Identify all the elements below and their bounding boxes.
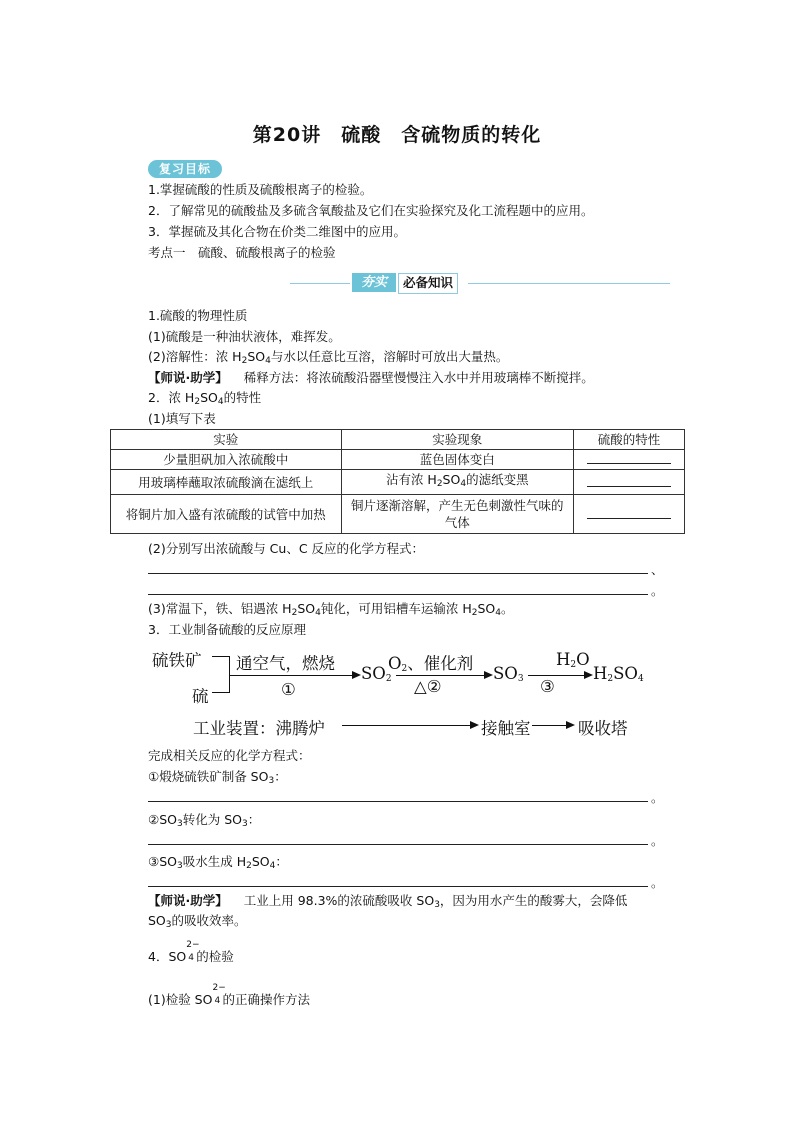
section-bar-line-left xyxy=(290,283,350,284)
table-row xyxy=(111,450,685,470)
table-cell: 沾有浓 $H_2SO_4$的滤纸变黑 xyxy=(341,470,574,495)
s3-q2: $②SO_3$转化为 $SO_3$： xyxy=(148,812,261,829)
table-header-row xyxy=(111,430,685,450)
flow-so3: $SO_3$ xyxy=(493,664,524,684)
flow-bracket-top xyxy=(212,656,229,657)
flow-so2: $SO_2$ xyxy=(361,664,392,684)
step2-condition: $O_2$、催化剂 xyxy=(388,654,474,674)
step1-arrow-head xyxy=(352,671,361,679)
s1-line2: (2)溶解性：浓 $H_2SO_4$与水以任意比互溶，溶解时可放出大量热。 xyxy=(148,349,509,366)
s3-tip-line2: $SO_3$的吸收效率。 xyxy=(148,913,247,930)
table-cell: 将铜片加入盛有浓硫酸的试管中加热 xyxy=(111,495,342,534)
table-header: 实验现象 xyxy=(341,430,574,450)
table-header: 硫酸的特性 xyxy=(574,430,685,450)
answer-blank-cell[interactable] xyxy=(574,450,685,470)
goal-3: 3．掌握硫及其化合物在价类二维图中的应用。 xyxy=(148,224,406,239)
table-cell: 蓝色固体变白 xyxy=(341,450,574,470)
s4-heading: 4．SO 2− 4 的检验 xyxy=(148,940,234,964)
flow-bracket-bottom xyxy=(212,692,229,693)
s1-tip: 【师说·助学】 稀释方法：将浓硫酸沿器壁慢慢注入水中并用玻璃棒不断搅拌。 xyxy=(148,370,594,385)
flow-source-sulfur: 硫 xyxy=(192,687,209,706)
s2-heading: 2．浓 $H_2SO_4$的特性 xyxy=(148,390,262,407)
table-cell: 铜片逐渐溶解，产生无色刺激性气味的气体 xyxy=(341,495,574,534)
answer-comma: 、 xyxy=(651,562,664,577)
s3-q1: ①煅烧硫铁矿制备 $SO_3$： xyxy=(148,769,287,786)
equip-arrow-1-line xyxy=(342,725,470,726)
tip-tag: 【师说·助学】 xyxy=(148,893,228,908)
equip-arrow-1-head xyxy=(470,721,479,729)
s2-sub1: (1)填写下表 xyxy=(148,411,216,426)
s1-line1: (1)硫酸是一种油状液体，难挥发。 xyxy=(148,329,341,344)
answer-period: 。 xyxy=(651,833,664,848)
section-bar-label: 必备知识 xyxy=(398,273,458,294)
kaodian-heading: 考点一 硫酸、硫酸根离子的检验 xyxy=(148,245,336,260)
answer-line[interactable] xyxy=(148,573,648,574)
flow-source-pyrite: 硫铁矿 xyxy=(152,651,202,670)
section-bar-line-right xyxy=(468,283,670,284)
s4-sub1: (1)检验 SO 2− 4 的正确操作方法 xyxy=(148,983,310,1007)
s2-sub2: (2)分别写出浓硫酸与 Cu、C 反应的化学方程式： xyxy=(148,541,425,556)
equip-arrow-2-head xyxy=(566,721,575,729)
equip-arrow-2-line xyxy=(532,725,566,726)
page-title: 第20讲 硫酸 含硫物质的转化 xyxy=(252,124,542,146)
s3-q3: $③SO_3$吸水生成 $H_2SO_4$： xyxy=(148,854,288,871)
table-cell: 少量胆矾加入浓硫酸中 xyxy=(111,450,342,470)
table-cell: 用玻璃棒蘸取浓硫酸滴在滤纸上 xyxy=(111,470,342,495)
properties-table xyxy=(110,429,685,534)
s2-sub3: (3)常温下，铁、铝遇浓 $H_2SO_4$钝化，可用铝槽车运输浓 $H_2SO_4$。 xyxy=(148,601,514,618)
answer-line[interactable] xyxy=(148,886,648,887)
goal-1: 1.掌握硫酸的性质及硫酸根离子的检验。 xyxy=(148,182,373,197)
equipment-boiling-furnace: 工业装置：沸腾炉 xyxy=(193,719,325,738)
answer-period: 。 xyxy=(651,790,664,805)
step1-number: ① xyxy=(281,680,296,699)
step2-arrow-head xyxy=(484,671,493,679)
equipment-contact-chamber: 接触室 xyxy=(481,719,531,738)
flow-h2so4: $H_2SO_4$ xyxy=(593,664,644,684)
step3-condition: $H_2O$ xyxy=(556,650,590,670)
section-bar xyxy=(290,273,670,293)
step3-arrow-line xyxy=(528,675,584,676)
review-goals-badge: 复习目标 xyxy=(148,160,222,178)
step2-number: △② xyxy=(414,677,442,696)
s3-complete: 完成相关反应的化学方程式： xyxy=(148,748,311,763)
step2-arrow-line xyxy=(396,675,484,676)
answer-blank-cell[interactable] xyxy=(574,470,685,495)
answer-period: 。 xyxy=(651,875,664,890)
tip-tag: 【师说·助学】 xyxy=(148,370,228,385)
answer-line[interactable] xyxy=(148,801,648,802)
answer-line[interactable] xyxy=(148,844,648,845)
table-row xyxy=(111,495,685,534)
step3-arrow-head xyxy=(584,671,593,679)
equipment-absorption-tower: 吸收塔 xyxy=(578,719,628,738)
table-row xyxy=(111,470,685,495)
step1-condition: 通空气，燃烧 xyxy=(236,654,335,673)
s3-heading: 3．工业制备硫酸的反应原理 xyxy=(148,622,306,637)
s3-tip-line1: 【师说·助学】 工业上用 98.3%的浓硫酸吸收 $SO_3$，因为用水产生的酸雾大，会降低 xyxy=(148,893,628,910)
s1-heading: 1.硫酸的物理性质 xyxy=(148,308,248,323)
table-header: 实验 xyxy=(111,430,342,450)
answer-period: 。 xyxy=(651,583,664,598)
goal-2: 2．了解常见的硫酸盐及多硫含氧酸盐及它们在实验探究及化工流程题中的应用。 xyxy=(148,203,594,218)
step1-arrow-line xyxy=(230,675,352,676)
answer-blank-cell[interactable] xyxy=(574,495,685,534)
step3-number: ③ xyxy=(540,677,555,696)
section-bar-box: 夯实 xyxy=(352,273,396,292)
answer-line[interactable] xyxy=(148,594,648,595)
